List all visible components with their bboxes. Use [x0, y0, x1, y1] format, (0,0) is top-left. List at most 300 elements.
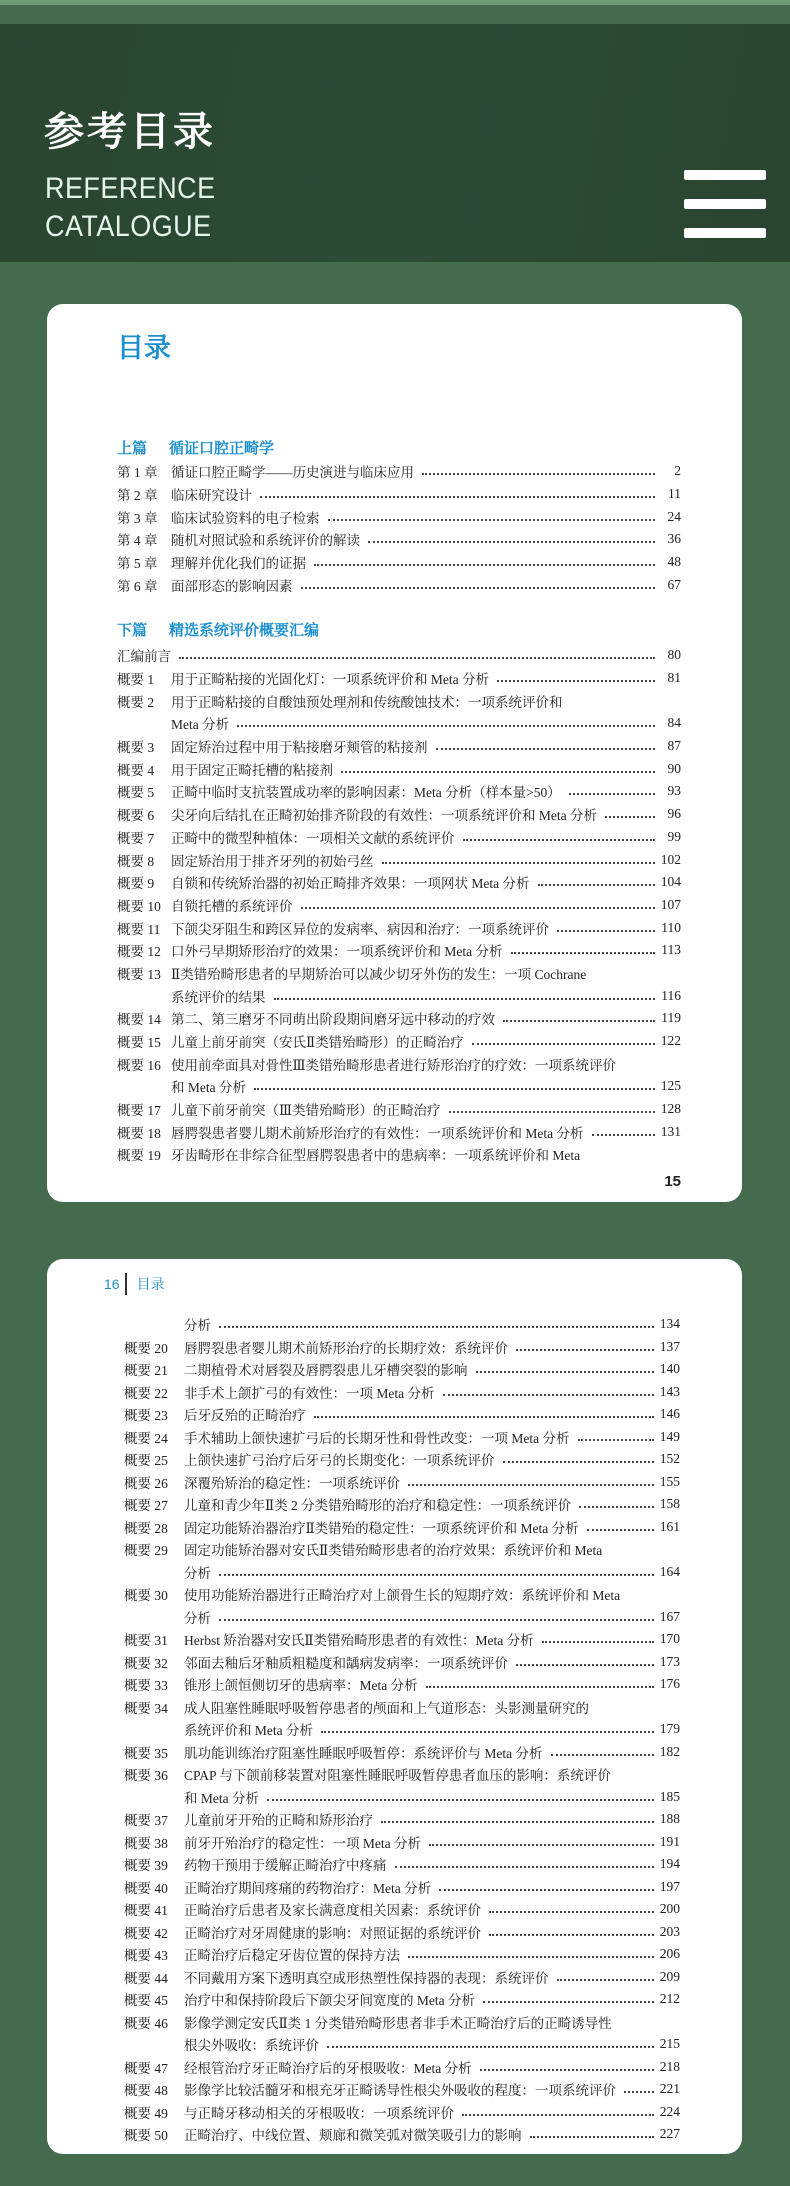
entry-title: 系统评价和 Meta 分析: [184, 1723, 313, 1739]
dot-leader: [476, 1371, 654, 1373]
toc-entry[interactable]: [117, 712, 681, 735]
toc-entry[interactable]: [117, 505, 681, 528]
dot-leader: [462, 2114, 654, 2116]
entry-label: 概要 3: [117, 740, 155, 756]
dot-leader: [516, 1664, 654, 1666]
dot-leader: [341, 771, 655, 773]
entry-title: 分析: [184, 1610, 211, 1626]
entry-page: 179: [659, 1721, 680, 1737]
toc-entry[interactable]: [124, 2123, 680, 2146]
toc-entry[interactable]: [124, 1561, 680, 1584]
entry-label: 概要 34: [124, 1700, 168, 1716]
toc-entry[interactable]: [124, 1876, 680, 1899]
entry-label: 概要 28: [124, 1520, 168, 1536]
dot-leader: [569, 793, 655, 795]
toc-entry[interactable]: [124, 1988, 680, 2011]
entry-page: 80: [667, 647, 681, 663]
entry-page: 170: [659, 1631, 680, 1647]
entry-title: 使用前牵面具对骨性Ⅲ类错殆畸形患者进行矫形治疗的疗效：一项系统评价: [171, 1057, 617, 1073]
entry-page: 116: [661, 987, 681, 1003]
entry-title: 上颌快速扩弓治疗后牙弓的长期变化：一项系统评价: [184, 1453, 495, 1469]
entry-title: 唇腭裂患者婴儿期术前矫形治疗的长期疗效：系统评价: [184, 1340, 508, 1356]
entry-page: 11: [668, 486, 681, 502]
entry-page: 185: [659, 1788, 680, 1804]
entry-label: 概要 4: [117, 762, 155, 778]
entry-title: 系统评价的结果: [171, 989, 266, 1005]
toc-entry[interactable]: [117, 780, 681, 803]
entry-label: 概要 22: [124, 1385, 168, 1401]
entry-label: 汇编前言: [117, 649, 171, 665]
dot-leader: [472, 1043, 655, 1045]
dot-leader: [579, 1506, 654, 1508]
toc-entry[interactable]: [124, 2101, 680, 2124]
toc-entry[interactable]: [117, 735, 681, 758]
entry-label: 第 3 章: [117, 510, 158, 526]
entry-title: 深覆殆矫治的稳定性：一项系统评价: [184, 1475, 400, 1491]
entry-label: 概要 12: [117, 944, 161, 960]
toc-entry[interactable]: [124, 1381, 680, 1404]
entry-page: 96: [667, 806, 681, 822]
toc-entry[interactable]: [117, 757, 681, 780]
entry-label: 概要 45: [124, 1993, 168, 2009]
dot-leader: [429, 1844, 654, 1846]
entry-title: 口外弓早期矫形治疗的效果：一项系统评价和 Meta 分析: [171, 944, 503, 960]
entry-title: 儿童和青少年Ⅱ类 2 分类错殆畸形的治疗和稳定性：一项系统评价: [184, 1498, 572, 1514]
entry-page: 188: [659, 1811, 680, 1827]
toc-page-16: [47, 1259, 742, 2154]
dot-leader: [503, 1020, 655, 1022]
toc-entry[interactable]: [117, 528, 681, 551]
part-name: 循证口腔正畸学: [169, 439, 275, 457]
entry-label: 概要 8: [117, 853, 155, 869]
toc-entry[interactable]: [124, 1898, 680, 1921]
toc-entry[interactable]: [124, 1808, 680, 1831]
toc-entry[interactable]: [124, 1718, 680, 1741]
entry-label: 第 2 章: [117, 488, 158, 504]
entry-title: 手术辅助上颌快速扩弓后的长期牙性和骨性改变：一项 Meta 分析: [184, 1430, 570, 1446]
entry-title: Herbst 矫治器对安氏Ⅱ类错殆畸形患者的有效性：Meta 分析: [184, 1633, 534, 1649]
toc-entry[interactable]: [117, 1098, 681, 1121]
dot-leader: [624, 2091, 654, 2093]
toc-entry[interactable]: [124, 1696, 680, 1719]
toc-entry[interactable]: [117, 551, 681, 574]
entry-label: 概要 5: [117, 785, 155, 801]
dot-leader: [408, 1956, 654, 1958]
entry-title: 循证口腔正畸学——历史演进与临床应用: [171, 465, 414, 481]
entry-label: 概要 24: [124, 1430, 168, 1446]
entry-page: 125: [660, 1078, 681, 1094]
entry-label: 概要 14: [117, 1012, 161, 1028]
toc-entry[interactable]: [124, 1606, 680, 1629]
entry-label: 概要 50: [124, 2128, 168, 2144]
dot-leader: [301, 587, 656, 589]
summary-list: [124, 1313, 680, 2146]
entry-label: 概要 11: [117, 921, 161, 937]
entry-page: 149: [659, 1428, 680, 1444]
toc-entry[interactable]: [124, 1831, 680, 1854]
entry-title: 尖牙向后结扎在正畸初始排齐阶段的有效性：一项系统评价和 Meta 分析: [171, 808, 597, 824]
dot-leader: [274, 998, 656, 1000]
entry-label: 概要 38: [124, 1835, 168, 1851]
header-title-en-line2: CATALOGUE: [45, 210, 212, 243]
entry-page: 87: [667, 738, 681, 754]
toc-entry[interactable]: [117, 962, 681, 985]
hamburger-icon[interactable]: [684, 170, 766, 238]
entry-page: 224: [659, 2103, 680, 2119]
entry-page: 48: [667, 554, 681, 570]
entry-title: 根尖外吸收：系统评价: [184, 2038, 319, 2054]
entry-title: 固定矫治用于排齐牙列的初始弓丝: [171, 853, 374, 869]
entry-page: 102: [660, 851, 681, 867]
entry-label: 第 1 章: [117, 465, 158, 481]
entry-title: 锥形上颌恒侧切牙的患病率：Meta 分析: [184, 1678, 418, 1694]
entry-title: 正畸治疗后患者及家长满意度相关因素：系统评价: [184, 1903, 481, 1919]
toc-entry[interactable]: [117, 894, 681, 917]
entry-title: 正畸治疗期间疼痛的药物治疗：Meta 分析: [184, 1880, 432, 1896]
entry-page: 110: [661, 919, 681, 935]
entry-title: 第二、第三磨牙不同萌出阶段期间磨牙远中移动的疗效: [171, 1012, 495, 1028]
entry-title: 分析: [184, 1565, 211, 1581]
dot-leader: [436, 748, 656, 750]
entry-label: 概要 29: [124, 1543, 168, 1559]
entry-page: 84: [667, 715, 681, 731]
header-title-en-line1: REFERENCE: [45, 172, 216, 205]
entry-label: 概要 20: [124, 1340, 168, 1356]
entry-title: 用于固定正畸托槽的粘接剂: [171, 762, 333, 778]
dot-leader: [449, 1111, 655, 1113]
toc-entry[interactable]: [117, 939, 681, 962]
entry-label: 概要 26: [124, 1475, 168, 1491]
entry-label: 概要 48: [124, 2083, 168, 2099]
entry-label: 概要 23: [124, 1408, 168, 1424]
entry-page: 152: [659, 1451, 680, 1467]
entry-title: 影像学比较活髓牙和根充牙正畸诱导性根尖外吸收的程度：一项系统评价: [184, 2083, 616, 2099]
dot-leader: [219, 1574, 654, 1576]
entry-title: 影像学测定安氏Ⅱ类 1 分类错殆畸形患者非手术正畸治疗后的正畸诱导性: [184, 2015, 612, 2031]
toc-entry[interactable]: [124, 1358, 680, 1381]
toc-entry[interactable]: [124, 2011, 680, 2034]
entry-label: 概要 37: [124, 1813, 168, 1829]
entry-page: 119: [661, 1010, 681, 1026]
entry-page: 215: [659, 2036, 680, 2052]
entry-page: 107: [660, 896, 681, 912]
entry-label: 概要 18: [117, 1125, 161, 1141]
entry-page: 36: [667, 531, 681, 547]
entry-label: 概要 27: [124, 1498, 168, 1514]
toc-entry[interactable]: [117, 1143, 681, 1166]
toc-entry[interactable]: [124, 1628, 680, 1651]
toc-entry[interactable]: [117, 916, 681, 939]
toc-page-15: [47, 304, 742, 1202]
header-divider: [125, 1273, 127, 1295]
entry-label: 概要 40: [124, 1880, 168, 1896]
entry-page: 137: [659, 1338, 680, 1354]
dot-leader: [605, 816, 655, 818]
entry-title: 下颌尖牙阻生和跨区异位的发病率、病因和治疗：一项系统评价: [171, 921, 549, 937]
toc-entry[interactable]: [124, 2033, 680, 2056]
entry-title: 正畸治疗、中线位置、颊廊和微笑弧对微笑吸引力的影响: [184, 2128, 522, 2144]
entry-page: 131: [660, 1123, 681, 1139]
dot-leader: [395, 1866, 654, 1868]
entry-page: 128: [660, 1101, 681, 1117]
entry-label: 第 4 章: [117, 533, 158, 549]
dot-leader: [408, 1484, 654, 1486]
running-title: 目录: [136, 1276, 165, 1292]
entry-title: 肌功能训练治疗阻塞性睡眠呼吸暂停：系统评价与 Meta 分析: [184, 1745, 543, 1761]
entry-title: 成人阻塞性睡眠呼吸暂停患者的颅面和上气道形态：头影测量研究的: [184, 1700, 589, 1716]
dot-leader: [587, 1529, 654, 1531]
toc-entry[interactable]: [117, 689, 681, 712]
entry-page: 176: [659, 1676, 680, 1692]
entry-title: 正畸治疗后稳定牙齿位置的保持方法: [184, 1948, 400, 1964]
entry-title: 和 Meta 分析: [171, 1080, 246, 1096]
entry-label: 概要 43: [124, 1948, 168, 1964]
dot-leader: [592, 1134, 655, 1136]
chapter-list: [117, 460, 681, 596]
dot-leader: [368, 541, 655, 543]
entry-title: 儿童下前牙前突（Ⅲ类错殆畸形）的正畸治疗: [171, 1103, 441, 1119]
entry-label: 概要 42: [124, 1925, 168, 1941]
toc-entry[interactable]: [117, 460, 681, 483]
dot-leader: [497, 680, 655, 682]
entry-page: 122: [660, 1033, 681, 1049]
toc-entry[interactable]: [124, 1403, 680, 1426]
entry-label: 概要 49: [124, 2105, 168, 2121]
dot-leader: [551, 1754, 654, 1756]
entry-label: 概要 2: [117, 694, 155, 710]
summary-list: [117, 644, 681, 1166]
dot-leader: [426, 1686, 654, 1688]
entry-title: CPAP 与下颌前移装置对阻塞性睡眠呼吸暂停患者血压的影响：系统评价: [184, 1768, 611, 1784]
toc-entry[interactable]: [117, 826, 681, 849]
entry-title: 临床研究设计: [171, 488, 252, 504]
dot-leader: [267, 1799, 654, 1801]
toc-entry[interactable]: [124, 1966, 680, 1989]
toc-entry[interactable]: [124, 1943, 680, 1966]
entry-label: 概要 21: [124, 1363, 168, 1379]
dot-leader: [381, 1821, 654, 1823]
toc-entry[interactable]: [124, 1516, 680, 1539]
entry-title: 正畸治疗对牙周健康的影响：对照证据的系统评价: [184, 1925, 481, 1941]
entry-title: Meta 分析: [171, 717, 230, 733]
entry-title: 随机对照试验和系统评价的解读: [171, 533, 360, 549]
entry-label: 概要 41: [124, 1903, 168, 1919]
entry-title: 固定功能矫治器对安氏Ⅱ类错殆畸形患者的治疗效果：系统评价和 Meta: [184, 1543, 603, 1559]
entry-title: 和 Meta 分析: [184, 1790, 259, 1806]
entry-page: 140: [659, 1361, 680, 1377]
toc-entry[interactable]: [117, 667, 681, 690]
entry-title: 面部形态的影响因素: [171, 578, 293, 594]
toc-entry[interactable]: [124, 1741, 680, 1764]
toc-entry[interactable]: [117, 573, 681, 596]
entry-page: 99: [667, 828, 681, 844]
entry-title: 邻面去釉后牙釉质粗糙度和龋病发病率：一项系统评价: [184, 1655, 508, 1671]
entry-title: 临床试验资料的电子检索: [171, 510, 320, 526]
entry-page: 212: [659, 1991, 680, 2007]
entry-page: 218: [659, 2058, 680, 2074]
entry-label: 概要 39: [124, 1858, 168, 1874]
entry-label: 概要 32: [124, 1655, 168, 1671]
entry-label: 概要 35: [124, 1745, 168, 1761]
top-strip: [0, 0, 790, 5]
toc-entry[interactable]: [117, 984, 681, 1007]
entry-page: 146: [659, 1406, 680, 1422]
page-number: 16: [104, 1276, 120, 1292]
entry-label: 概要 31: [124, 1633, 168, 1649]
entry-title: 正畸中的微型种植体：一项相关文献的系统评价: [171, 830, 455, 846]
entry-page: 81: [667, 670, 681, 686]
entry-page: 209: [659, 1968, 680, 1984]
entry-label: 概要 15: [117, 1035, 161, 1051]
toc-entry[interactable]: [124, 1786, 680, 1809]
toc-entry[interactable]: [124, 2056, 680, 2079]
dot-leader: [557, 930, 655, 932]
dot-leader: [489, 1934, 654, 1936]
entry-title: 牙齿畸形在非综合征型唇腭裂患者中的患病率：一项系统评价和 Meta: [171, 1148, 581, 1164]
part-heading-2: [117, 619, 319, 640]
running-header: [104, 1273, 165, 1295]
dot-leader: [538, 884, 655, 886]
dot-leader: [542, 1641, 654, 1643]
toc-entry[interactable]: [124, 2078, 680, 2101]
dot-leader: [557, 1979, 654, 1981]
entry-title: 后牙反殆的正畸治疗: [184, 1408, 306, 1424]
dot-leader: [578, 1439, 654, 1441]
dot-leader: [237, 725, 655, 727]
entry-title: Ⅱ类错殆畸形患者的早期矫治可以减少切牙外伤的发生：一项 Cochrane: [171, 966, 587, 982]
entry-page: 203: [659, 1923, 680, 1939]
entry-label: 概要 10: [117, 898, 161, 914]
dot-leader: [314, 564, 655, 566]
entry-page: 113: [661, 942, 681, 958]
toc-entry[interactable]: [117, 1030, 681, 1053]
header-title-cn: 参考目录: [44, 108, 216, 155]
entry-page: 173: [659, 1653, 680, 1669]
toc-title: 目录: [117, 333, 171, 364]
entry-page: 191: [659, 1833, 680, 1849]
entry-label: 概要 6: [117, 808, 155, 824]
entry-title: 经根管治疗牙正畸治疗后的牙根吸收：Meta 分析: [184, 2060, 472, 2076]
entry-label: 概要 13: [117, 966, 161, 982]
dot-leader: [530, 2136, 654, 2138]
entry-page: 194: [659, 1856, 680, 1872]
entry-title: 儿童上前牙前突（安氏Ⅱ类错殆畸形）的正畸治疗: [171, 1035, 464, 1051]
entry-title: 理解并优化我们的证据: [171, 556, 306, 572]
toc-entry[interactable]: [124, 1921, 680, 1944]
entry-page: 104: [660, 874, 681, 890]
toc-entry[interactable]: [124, 1763, 680, 1786]
toc-entry[interactable]: [117, 803, 681, 826]
entry-page: 155: [659, 1473, 680, 1489]
entry-title: 治疗中和保持阶段后下颌尖牙间宽度的 Meta 分析: [184, 1993, 475, 2009]
part-label: 上篇: [117, 439, 148, 457]
entry-title: 前牙开殆治疗的稳定性：一项 Meta 分析: [184, 1835, 421, 1851]
entry-title: 正畸中临时支抗装置成功率的影响因素：Meta 分析（样本量>50）: [171, 785, 561, 801]
toc-entry[interactable]: [124, 1426, 680, 1449]
entry-title: 固定矫治过程中用于粘接磨牙颊管的粘接剂: [171, 740, 428, 756]
toc-entry[interactable]: [124, 1583, 680, 1606]
entry-page: 200: [659, 1901, 680, 1917]
entry-title: 唇腭裂患者婴儿期术前矫形治疗的有效性：一项系统评价和 Meta 分析: [171, 1125, 584, 1141]
entry-page: 197: [659, 1878, 680, 1894]
entry-page: 161: [659, 1518, 680, 1534]
entry-label: 概要 30: [124, 1588, 168, 1604]
toc-entry[interactable]: [124, 1651, 680, 1674]
toc-entry[interactable]: [117, 644, 681, 667]
page-number: 15: [664, 1173, 681, 1190]
entry-title: 用于正畸粘接的自酸蚀预处理剂和传统酸蚀技术：一项系统评价和: [171, 694, 563, 710]
entry-label: 概要 47: [124, 2060, 168, 2076]
entry-title: 药物干预用于缓解正畸治疗中疼痛: [184, 1858, 387, 1874]
entry-title: 分析: [184, 1318, 211, 1334]
entry-page: 134: [659, 1316, 680, 1332]
toc-entry[interactable]: [117, 483, 681, 506]
entry-label: 概要 16: [117, 1057, 161, 1073]
entry-page: 164: [659, 1563, 680, 1579]
header-banner: [0, 24, 790, 262]
dot-leader: [422, 473, 655, 475]
dot-leader: [219, 1326, 654, 1328]
entry-title: 自锁和传统矫治器的初始正畸排齐效果：一项网状 Meta 分析: [171, 876, 530, 892]
entry-page: 2: [674, 463, 681, 479]
entry-page: 221: [659, 2081, 680, 2097]
part-name: 精选系统评价概要汇编: [169, 621, 320, 639]
toc-entry[interactable]: [117, 1007, 681, 1030]
toc-entry[interactable]: [117, 871, 681, 894]
entry-title: 儿童前牙开殆的正畸和矫形治疗: [184, 1813, 373, 1829]
toc-entry[interactable]: [124, 1448, 680, 1471]
entry-title: 自锁托槽的系统评价: [171, 898, 293, 914]
entry-label: 概要 17: [117, 1103, 161, 1119]
dot-leader: [382, 862, 655, 864]
entry-page: 227: [659, 2126, 680, 2142]
entry-page: 158: [659, 1496, 680, 1512]
entry-label: 概要 25: [124, 1453, 168, 1469]
toc-entry[interactable]: [117, 1075, 681, 1098]
entry-label: 概要 46: [124, 2015, 168, 2031]
toc-entry[interactable]: [117, 848, 681, 871]
toc-entry[interactable]: [124, 1538, 680, 1561]
dot-leader: [516, 1349, 654, 1351]
toc-entry[interactable]: [124, 1673, 680, 1696]
entry-page: 206: [659, 1946, 680, 1962]
toc-entry[interactable]: [124, 1471, 680, 1494]
toc-entry[interactable]: [124, 1493, 680, 1516]
entry-title: 使用功能矫治器进行正畸治疗对上颌骨生长的短期疗效：系统评价和 Meta: [184, 1588, 621, 1604]
dot-leader: [260, 496, 655, 498]
toc-entry[interactable]: [124, 1313, 680, 1336]
entry-label: 第 5 章: [117, 556, 158, 572]
toc-entry[interactable]: [117, 1120, 681, 1143]
dot-leader: [321, 1731, 654, 1733]
entry-label: 概要 19: [117, 1148, 161, 1164]
toc-entry[interactable]: [117, 1052, 681, 1075]
dot-leader: [327, 2046, 654, 2048]
entry-label: 概要 33: [124, 1678, 168, 1694]
entry-title: 与正畸牙移动相关的牙根吸收：一项系统评价: [184, 2105, 454, 2121]
dot-leader: [301, 907, 655, 909]
entry-label: 概要 44: [124, 1970, 168, 1986]
entry-label: 概要 9: [117, 876, 155, 892]
dot-leader: [314, 1416, 654, 1418]
dot-leader: [439, 1889, 654, 1891]
toc-entry[interactable]: [124, 1336, 680, 1359]
toc-entry[interactable]: [124, 1853, 680, 1876]
entry-label: 概要 1: [117, 672, 155, 688]
entry-label: 第 6 章: [117, 578, 158, 594]
entry-page: 143: [659, 1383, 680, 1399]
dot-leader: [463, 839, 656, 841]
